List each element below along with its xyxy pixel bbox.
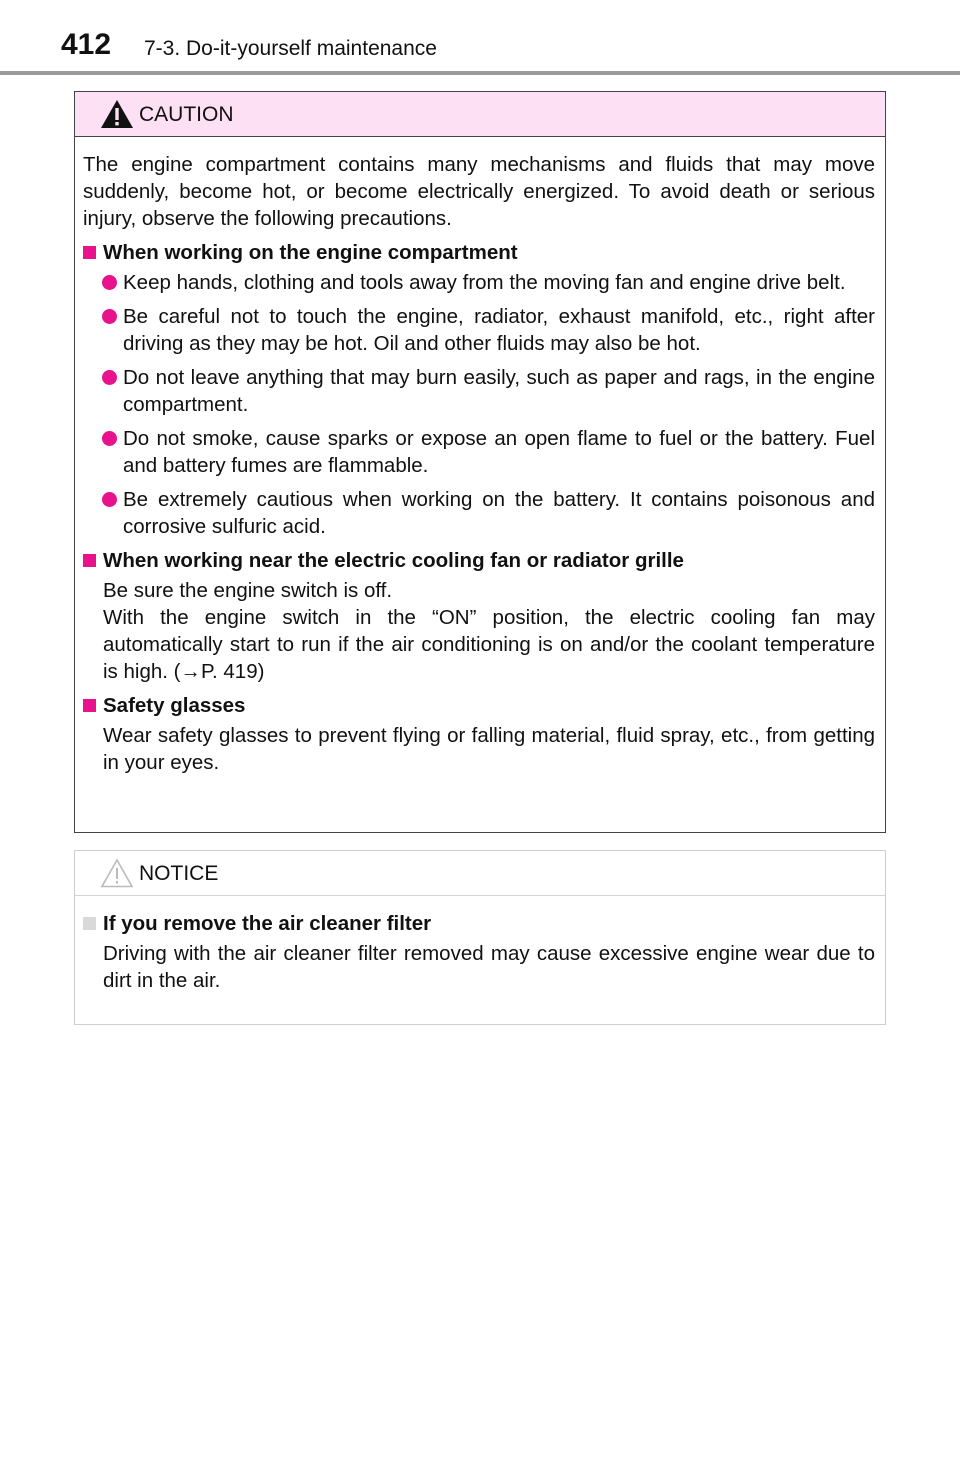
round-bullet-icon	[102, 431, 117, 446]
header-divider	[0, 71, 960, 75]
bullet-item	[83, 486, 875, 540]
bullet-text: Do not leave anything that may burn easily, such as paper and rags, in the engine compartment.	[123, 366, 875, 416]
bullet-item	[83, 425, 875, 479]
notice-body	[75, 896, 885, 994]
round-bullet-icon	[102, 492, 117, 507]
cooling-fan-line-2: With the engine switch in the “ON” position, the electric cooling fan may automatically start to run if the air conditioning is on and/or the coolant temperature is high. (→P. 419)	[103, 606, 875, 683]
square-bullet-icon	[83, 699, 96, 712]
round-bullet-icon	[102, 275, 117, 290]
subheading-engine-compartment	[83, 239, 875, 266]
bullet-text: Keep hands, clothing and tools away from the moving fan and engine drive belt.	[123, 271, 846, 294]
cooling-fan-line-1: Be sure the engine switch is off.	[103, 579, 393, 602]
notice-header	[75, 851, 885, 896]
subheading-safety-glasses	[83, 692, 875, 719]
air-cleaner-text: Driving with the air cleaner filter removed may cause excessive engine wear due to dirt in the air.	[103, 942, 875, 992]
bullet-item	[83, 303, 875, 357]
caution-box	[74, 91, 886, 833]
subheading-text: If you remove the air cleaner filter	[103, 912, 432, 935]
caution-intro: The engine compartment contains many mechanisms and fluids that may move suddenly, become hot, or become electrically energized. To avoid death or serious injury, observe the following precautions.	[83, 153, 875, 230]
subheading-text: When working on the engine compartment	[103, 241, 518, 264]
caution-body	[75, 137, 885, 776]
round-bullet-icon	[102, 309, 117, 324]
caution-header	[75, 92, 885, 137]
subheading-cooling-fan	[83, 547, 875, 574]
square-bullet-icon	[83, 917, 96, 930]
caution-label: CAUTION	[139, 103, 234, 126]
page-number: 412	[61, 28, 112, 61]
notice-label: NOTICE	[139, 862, 219, 885]
round-bullet-icon	[102, 370, 117, 385]
notice-box	[74, 850, 886, 1025]
bullet-text: Be extremely cautious when working on the battery. It contains poisonous and corrosive sulfuric acid.	[123, 488, 875, 538]
page-header	[0, 0, 960, 76]
subheading-text: Safety glasses	[103, 694, 246, 717]
square-bullet-icon	[83, 246, 96, 259]
bullet-text: Do not smoke, cause sparks or expose an open flame to fuel or the battery. Fuel and battery fumes are flammable.	[123, 427, 875, 477]
cooling-fan-text	[83, 577, 875, 685]
subheading-text: When working near the electric cooling fan or radiator grille	[103, 549, 684, 572]
warning-triangle-outline-icon	[99, 857, 135, 889]
bullet-text: Be careful not to touch the engine, radiator, exhaust manifold, etc., right after driving as they may be hot. Oil and other fluids may also be hot.	[123, 305, 875, 355]
bullet-item	[83, 364, 875, 418]
bullet-item	[83, 269, 875, 296]
section-title: 7-3. Do-it-yourself maintenance	[144, 37, 437, 60]
square-bullet-icon	[83, 554, 96, 567]
subheading-air-cleaner	[83, 910, 875, 937]
safety-glasses-text: Wear safety glasses to prevent flying or falling material, fluid spray, etc., from getting in your eyes.	[103, 724, 875, 774]
warning-triangle-icon	[99, 98, 135, 130]
